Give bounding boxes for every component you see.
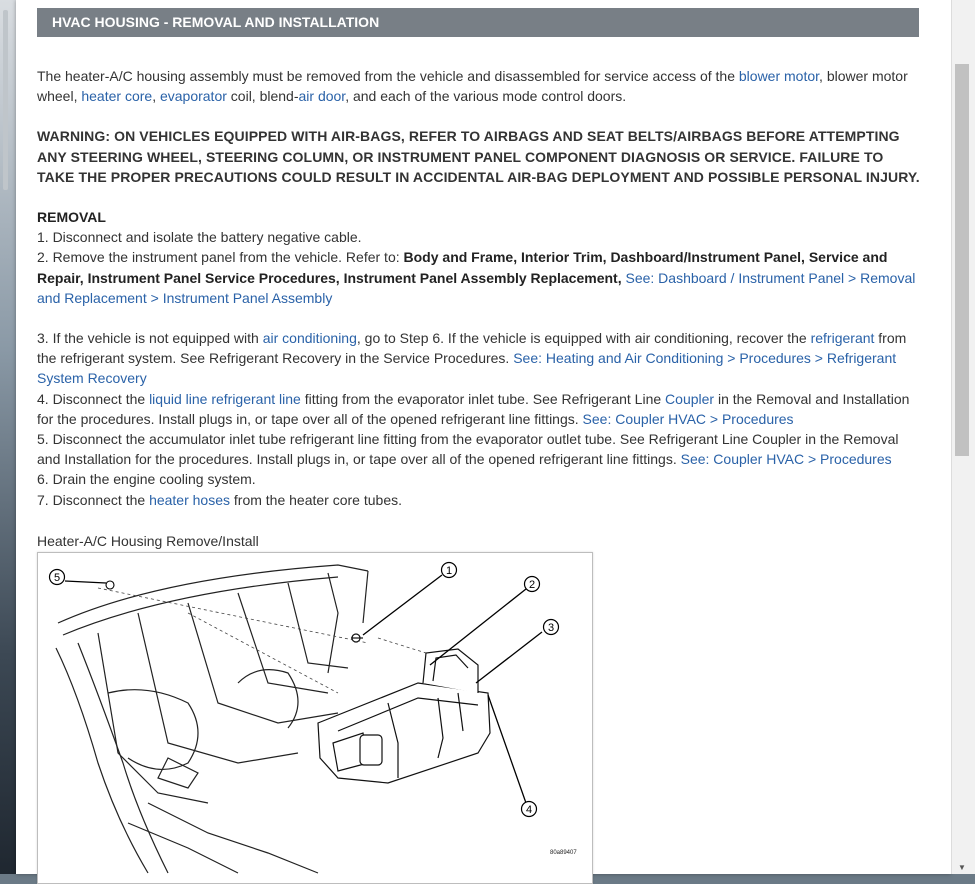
background-scrollbar: [3, 10, 8, 190]
intro-text-1: The heater-A/C housing assembly must be removed from the vehicle and disassembled for service access of the: [37, 68, 739, 84]
step-6: 6. Drain the engine cooling system.: [37, 471, 256, 488]
intro-text-4: coil, blend-: [226, 88, 299, 105]
hvac-housing: [318, 634, 490, 783]
callout-1: 1: [446, 565, 453, 577]
link-refrigerant-system-recovery[interactable]: See: Heating and Air Conditioning > Procedures > Refrigerant System Recovery: [37, 350, 897, 387]
link-coupler[interactable]: Coupler: [665, 390, 715, 407]
step-7: [37, 490, 921, 510]
callout-4: 4: [526, 804, 533, 816]
intro-text-3: ,: [152, 88, 160, 105]
step-4-text-2: fitting from the evaporator inlet tube. See Refrigerant Line: [300, 390, 666, 407]
step-1: 1. Disconnect and isolate the battery negative cable.: [37, 229, 362, 246]
link-coupler-hvac-1[interactable]: See: Coupler HVAC > Procedures: [582, 410, 794, 427]
step-7-text-1: 7. Disconnect the: [37, 491, 150, 508]
step-3: [37, 328, 921, 389]
link-liquid-line[interactable]: liquid line refrigerant line: [149, 390, 301, 407]
step-4-text-1: 4. Disconnect the: [37, 390, 150, 407]
section-title: HVAC HOUSING - REMOVAL AND INSTALLATION: [37, 8, 919, 37]
scroll-down-icon[interactable]: ▼: [958, 863, 966, 872]
step-4: [37, 389, 921, 429]
link-air-door[interactable]: air door: [298, 88, 346, 105]
callout-3: 3: [548, 622, 555, 634]
intro-paragraph: [37, 66, 921, 106]
screw-5: [106, 581, 114, 589]
step-5-text: 5. Disconnect the accumulator inlet tube refrigerant line fitting from the evaporator outlet tube. See Refrigerant Line Coupler in the Removal and Installation for the procedures. Install plugs in, or tape over all of the opened refrigerant line fittings.: [37, 431, 899, 468]
step-2-bold: Body and Frame, Interior Trim, Dashboard/Instrument Panel, Service and Repair, Instrument Panel Service Procedures, Instrument Panel Assembly Replacement,: [37, 249, 888, 286]
background-left-edge: [0, 0, 16, 874]
step-3-text-2: , go to Step 6. If the vehicle is equipped with air conditioning, recover the: [356, 330, 811, 347]
link-heater-core[interactable]: heater core: [81, 88, 153, 105]
link-refrigerant[interactable]: refrigerant: [810, 330, 875, 347]
link-coupler-hvac-2[interactable]: See: Coupler HVAC > Procedures: [680, 451, 892, 468]
link-evaporator[interactable]: evaporator: [159, 88, 227, 105]
step-4-text-3: in the Removal and Installation for the procedures. Install plugs in, or tape over all of the opened refrigerant line fittings.: [37, 390, 910, 427]
housing-diagram[interactable]: [37, 552, 593, 884]
intro-text-5: , and each of the various mode control doors.: [345, 88, 627, 105]
link-heater-hoses[interactable]: heater hoses: [149, 491, 231, 508]
callout-5: 5: [54, 572, 61, 584]
intro-text-2: , blower motor wheel,: [37, 68, 908, 105]
step-7-text-2: from the heater core tubes.: [230, 491, 402, 508]
step-3-text-3: from the refrigerant system. See Refrigerant Recovery in the Service Procedures.: [37, 330, 907, 367]
modal-scrollbar[interactable]: [951, 0, 975, 874]
diagram-drawing: [38, 553, 592, 883]
link-blower-motor[interactable]: blower motor: [738, 68, 820, 84]
warning-text: WARNING: ON VEHICLES EQUIPPED WITH AIR-BAGS, REFER TO AIRBAGS AND SEAT BELTS/AIRBAGS BEFORE ATTEMPTING ANY STEERING WHEEL, STEERING COLUMN, OR INSTRUMENT PANEL COMPONENT DIAGNOSIS OR SERVICE. FAILURE TO TAKE THE PROPER PRECAUTIONS COULD RESULT IN ACCIDENTAL AIR-BAG DEPLOYMENT AND POSSIBLE PERSONAL INJURY.: [37, 128, 920, 185]
step-5: [37, 429, 921, 469]
link-air-conditioning[interactable]: air conditioning: [262, 330, 357, 347]
callout-2: 2: [529, 579, 536, 591]
step-3-text-1: 3. If the vehicle is not equipped with: [37, 330, 263, 347]
article-body: [37, 66, 921, 510]
link-instrument-panel-assembly[interactable]: See: Dashboard / Instrument Panel > Removal and Replacement > Instrument Panel Assembly: [37, 269, 916, 306]
removal-heading: REMOVAL: [37, 209, 106, 226]
figure-caption: Heater-A/C Housing Remove/Install: [37, 533, 259, 549]
step-2-text: 2. Remove the instrument panel from the vehicle. Refer to:: [37, 249, 404, 266]
figure-code: 80a89407: [550, 850, 577, 856]
scrollbar-thumb[interactable]: [955, 64, 969, 456]
step-2: [37, 247, 921, 308]
